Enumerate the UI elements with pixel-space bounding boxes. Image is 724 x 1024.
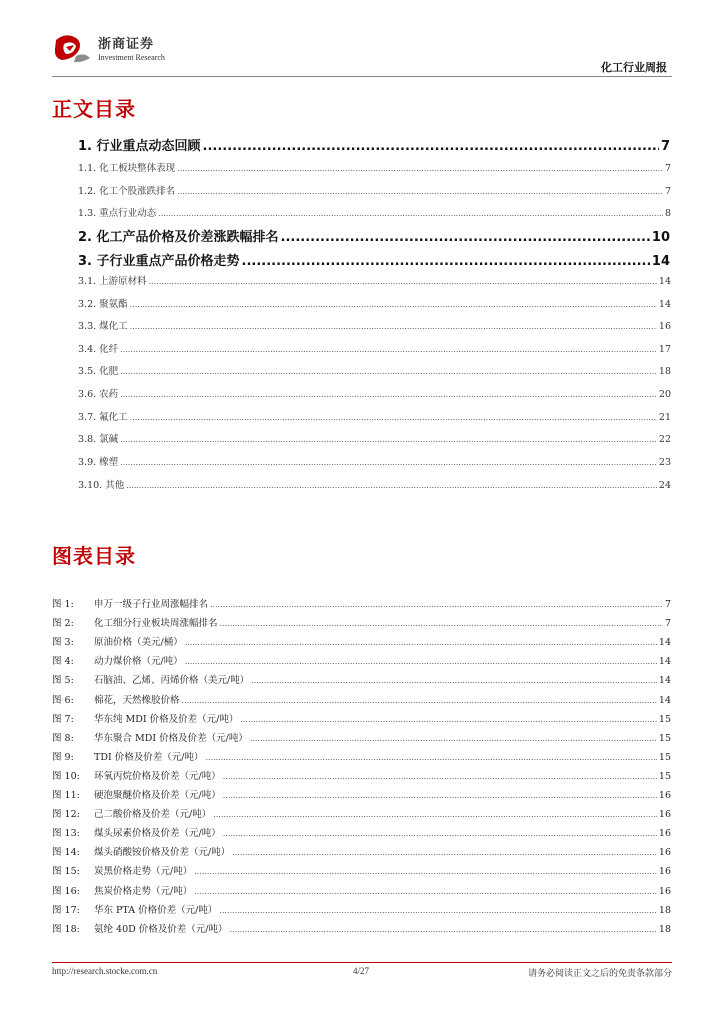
- figure-entry[interactable]: [52, 692, 671, 706]
- dot-leader: [149, 277, 657, 286]
- dot-leader: [182, 696, 657, 705]
- figure-entry[interactable]: [52, 730, 671, 744]
- figure-number: 图 14:: [52, 847, 80, 859]
- figure-title: 煤头硝酸铵价格及价差（元/吨）: [94, 847, 231, 859]
- figure-title: 化工细分行业板块周涨幅排名: [94, 618, 218, 630]
- toc-entry-label: 3.10. 其他: [78, 480, 125, 491]
- figure-entry[interactable]: [52, 634, 671, 648]
- toc-entry-label: 3.1. 上游原材料: [78, 276, 147, 287]
- dot-leader: [219, 906, 657, 915]
- footer-url[interactable]: http://research.stocke.com.cn: [52, 966, 158, 976]
- figure-title: 环氧丙烷价格及价差（元/吨）: [94, 770, 221, 782]
- toc-entry-page: 8: [664, 208, 671, 219]
- toc-entry-label: 3.8. 氯碱: [78, 434, 119, 445]
- figure-page: 16: [658, 847, 671, 859]
- figure-title: 棉花，天然橡胶价格: [94, 694, 180, 706]
- figure-number: 图 7:: [52, 713, 74, 725]
- figure-title: 石脑油、乙烯、丙烯价格（美元/吨）: [94, 675, 250, 687]
- toc-entry[interactable]: [78, 454, 671, 468]
- figure-number: 图 13:: [52, 828, 80, 840]
- toc-entry[interactable]: [78, 273, 671, 287]
- dot-leader: [130, 413, 657, 422]
- dot-leader: [240, 715, 657, 724]
- toc-entry-page: 7: [660, 139, 670, 154]
- dot-leader: [185, 638, 657, 647]
- toc-entry-page: 14: [658, 299, 671, 310]
- toc-title: 正文目录: [52, 97, 136, 121]
- toc-entry-page: 7: [664, 163, 671, 174]
- document-type: 化工行业周报: [601, 61, 667, 74]
- dot-leader: [210, 600, 663, 609]
- toc-entry-page: 20: [658, 389, 671, 400]
- dot-leader: [220, 619, 663, 628]
- footer-page-number: 4/27: [353, 966, 370, 976]
- dot-leader: [120, 345, 657, 354]
- toc-entry[interactable]: [78, 135, 670, 154]
- toc-entry-label: 3.2. 聚氨酯: [78, 299, 128, 310]
- figure-entry[interactable]: [52, 768, 671, 782]
- figure-number: 图 5:: [52, 675, 74, 687]
- figure-page: 14: [658, 675, 671, 687]
- toc-entry-page: 17: [658, 344, 671, 355]
- brand-name-en: Investment Research: [98, 53, 165, 62]
- toc-entry-label: 1. 行业重点动态回顾: [78, 139, 201, 154]
- dot-leader: [229, 925, 656, 934]
- toc-entry-label: 3.7. 氟化工: [78, 412, 128, 423]
- figure-entry[interactable]: [52, 749, 671, 763]
- toc-entry[interactable]: [78, 341, 671, 355]
- figure-page: 18: [658, 923, 671, 935]
- dot-leader: [203, 139, 659, 154]
- toc-entry-label: 1.3. 重点行业动态: [78, 208, 157, 219]
- dot-leader: [194, 867, 657, 876]
- toc-entry-label: 3.6. 农药: [78, 389, 119, 400]
- toc-entry-page: 24: [658, 480, 671, 491]
- dot-leader: [250, 734, 657, 743]
- dot-leader: [213, 810, 657, 819]
- figure-number: 图 4:: [52, 656, 74, 668]
- toc-entry[interactable]: [78, 318, 671, 332]
- figure-title: 华东聚合 MDI 价格及价差（元/吨）: [94, 732, 248, 744]
- dot-leader: [232, 848, 657, 857]
- dot-leader: [120, 367, 657, 376]
- figure-number: 图 9:: [52, 751, 74, 763]
- zheshang-logo-icon: [52, 32, 94, 66]
- toc-entry[interactable]: [78, 160, 671, 174]
- figure-number: 图 18:: [52, 923, 80, 935]
- footer-divider: [52, 962, 672, 963]
- toc-entry[interactable]: [78, 205, 671, 219]
- figure-page: 14: [658, 694, 671, 706]
- figure-title: 硬泡聚醚价格及价差（元/吨）: [94, 790, 221, 801]
- dot-leader: [120, 390, 657, 399]
- figure-page: 15: [658, 770, 671, 782]
- figure-title: 煤头尿素价格及价差（元/吨）: [94, 828, 221, 840]
- figure-page: 15: [658, 713, 671, 725]
- dot-leader: [194, 887, 657, 896]
- toc-entry[interactable]: [78, 363, 671, 377]
- dot-leader: [251, 676, 657, 685]
- figure-page: 16: [658, 790, 671, 801]
- toc-entry[interactable]: [78, 226, 670, 245]
- toc-entry[interactable]: [78, 386, 671, 400]
- figure-page: 16: [658, 885, 671, 897]
- figure-entry[interactable]: [52, 806, 671, 820]
- figure-number: 图 17:: [52, 904, 80, 916]
- toc-entry-label: 3.5. 化肥: [78, 366, 119, 377]
- toc-entry-page: 21: [658, 412, 671, 423]
- dot-leader: [177, 164, 663, 173]
- figure-number: 图 12:: [52, 809, 80, 821]
- figure-number: 图 8:: [52, 732, 74, 744]
- toc-entry-label: 2. 化工产品价格及价差涨跌幅排名: [78, 230, 279, 245]
- figure-title: 炭黑价格走势（元/吨）: [94, 866, 193, 878]
- figure-title: 动力煤价格（元/吨）: [94, 656, 183, 668]
- toc-entry[interactable]: [78, 183, 671, 197]
- toc-entry-label: 1.1. 化工板块整体表现: [78, 163, 176, 174]
- figure-entry[interactable]: [52, 787, 671, 801]
- dot-leader: [205, 753, 656, 762]
- brand-block: [98, 38, 165, 63]
- figure-number: 图 10:: [52, 770, 80, 782]
- toc-entry[interactable]: [78, 431, 671, 445]
- toc-entry-label: 3.3. 煤化工: [78, 321, 128, 332]
- toc-entry[interactable]: [78, 409, 671, 423]
- dot-leader: [223, 829, 657, 838]
- figure-page: 14: [658, 656, 671, 668]
- figure-title: 氨纶 40D 价格及价差（元/吨）: [94, 923, 228, 935]
- figure-entry[interactable]: [52, 672, 671, 686]
- toc-entry-label: 3.4. 化纤: [78, 344, 119, 355]
- header-divider: [52, 76, 672, 77]
- figure-entry[interactable]: [52, 615, 671, 629]
- figure-entry[interactable]: [52, 863, 671, 877]
- figure-title: 原油价格（美元/桶）: [94, 637, 183, 649]
- figure-title: 申万一级子行业周涨幅排名: [94, 599, 209, 610]
- figure-number: 图 15:: [52, 866, 80, 878]
- figure-title: TDI 价格及价差（元/吨）: [94, 751, 204, 763]
- toc-entry-page: 18: [658, 366, 671, 377]
- figure-page: 15: [658, 751, 671, 763]
- figure-page: 16: [658, 828, 671, 840]
- dot-leader: [242, 254, 650, 269]
- figure-entry[interactable]: [52, 711, 671, 725]
- dot-leader: [223, 791, 657, 800]
- toc-entry-label: 1.2. 化工个股涨跌排名: [78, 186, 176, 197]
- toc-entry-label: 3.9. 橡塑: [78, 457, 119, 468]
- figure-page: 16: [658, 866, 671, 878]
- figure-entry[interactable]: [52, 596, 671, 610]
- figure-title: 焦炭价格走势（元/吨）: [94, 885, 193, 897]
- figure-entry[interactable]: [52, 921, 671, 935]
- toc-entry-label: 3. 子行业重点产品价格走势: [78, 254, 240, 269]
- figure-page: 16: [658, 809, 671, 821]
- toc-entry[interactable]: [78, 477, 671, 491]
- figure-number: 图 6:: [52, 694, 74, 706]
- dot-leader: [130, 300, 657, 309]
- brand-name-cn: 浙商证券: [98, 37, 155, 52]
- toc-entry-page: 23: [658, 457, 671, 468]
- page-header: [0, 0, 724, 80]
- toc-entry-page: 10: [651, 230, 670, 245]
- figure-page: 7: [664, 618, 671, 630]
- figure-page: 15: [658, 732, 671, 744]
- dot-leader: [120, 435, 657, 444]
- figure-title: 华东 PTA 价格价差（元/吨）: [94, 904, 218, 916]
- toc-entry[interactable]: [78, 296, 671, 310]
- figure-entry[interactable]: [52, 844, 671, 858]
- dot-leader: [120, 458, 657, 467]
- figure-number: 图 16:: [52, 885, 80, 897]
- figure-entry[interactable]: [52, 902, 671, 916]
- toc-entry-page: 16: [658, 321, 671, 332]
- figure-number: 图 2:: [52, 618, 74, 630]
- toc-entry-page: 14: [651, 254, 670, 269]
- dot-leader: [126, 481, 657, 490]
- dot-leader: [281, 230, 650, 245]
- figure-title: 华东纯 MDI 价格及价差（元/吨）: [94, 713, 239, 725]
- figure-number: 图 1:: [52, 599, 74, 610]
- figure-entry[interactable]: [52, 653, 671, 667]
- figure-entry[interactable]: [52, 883, 671, 897]
- dot-leader: [130, 322, 657, 331]
- footer-disclaimer: 请务必阅读正文之后的免责条款部分: [527, 969, 672, 979]
- figure-page: 18: [658, 904, 671, 916]
- dot-leader: [185, 657, 657, 666]
- toc-entry-page: 7: [664, 186, 671, 197]
- toc-entry-page: 14: [658, 276, 671, 287]
- figure-number: 图 3:: [52, 637, 74, 649]
- figure-list-title: 图表目录: [52, 544, 136, 568]
- dot-leader: [223, 772, 657, 781]
- figure-number: 图 11:: [52, 790, 80, 801]
- toc-entry-page: 22: [658, 434, 671, 445]
- figure-page: 14: [658, 637, 671, 649]
- dot-leader: [177, 187, 663, 196]
- figure-title: 己二酸价格及价差（元/吨）: [94, 809, 212, 821]
- dot-leader: [158, 209, 663, 218]
- figure-page: 7: [664, 599, 671, 610]
- toc-entry[interactable]: [78, 250, 670, 269]
- figure-entry[interactable]: [52, 825, 671, 839]
